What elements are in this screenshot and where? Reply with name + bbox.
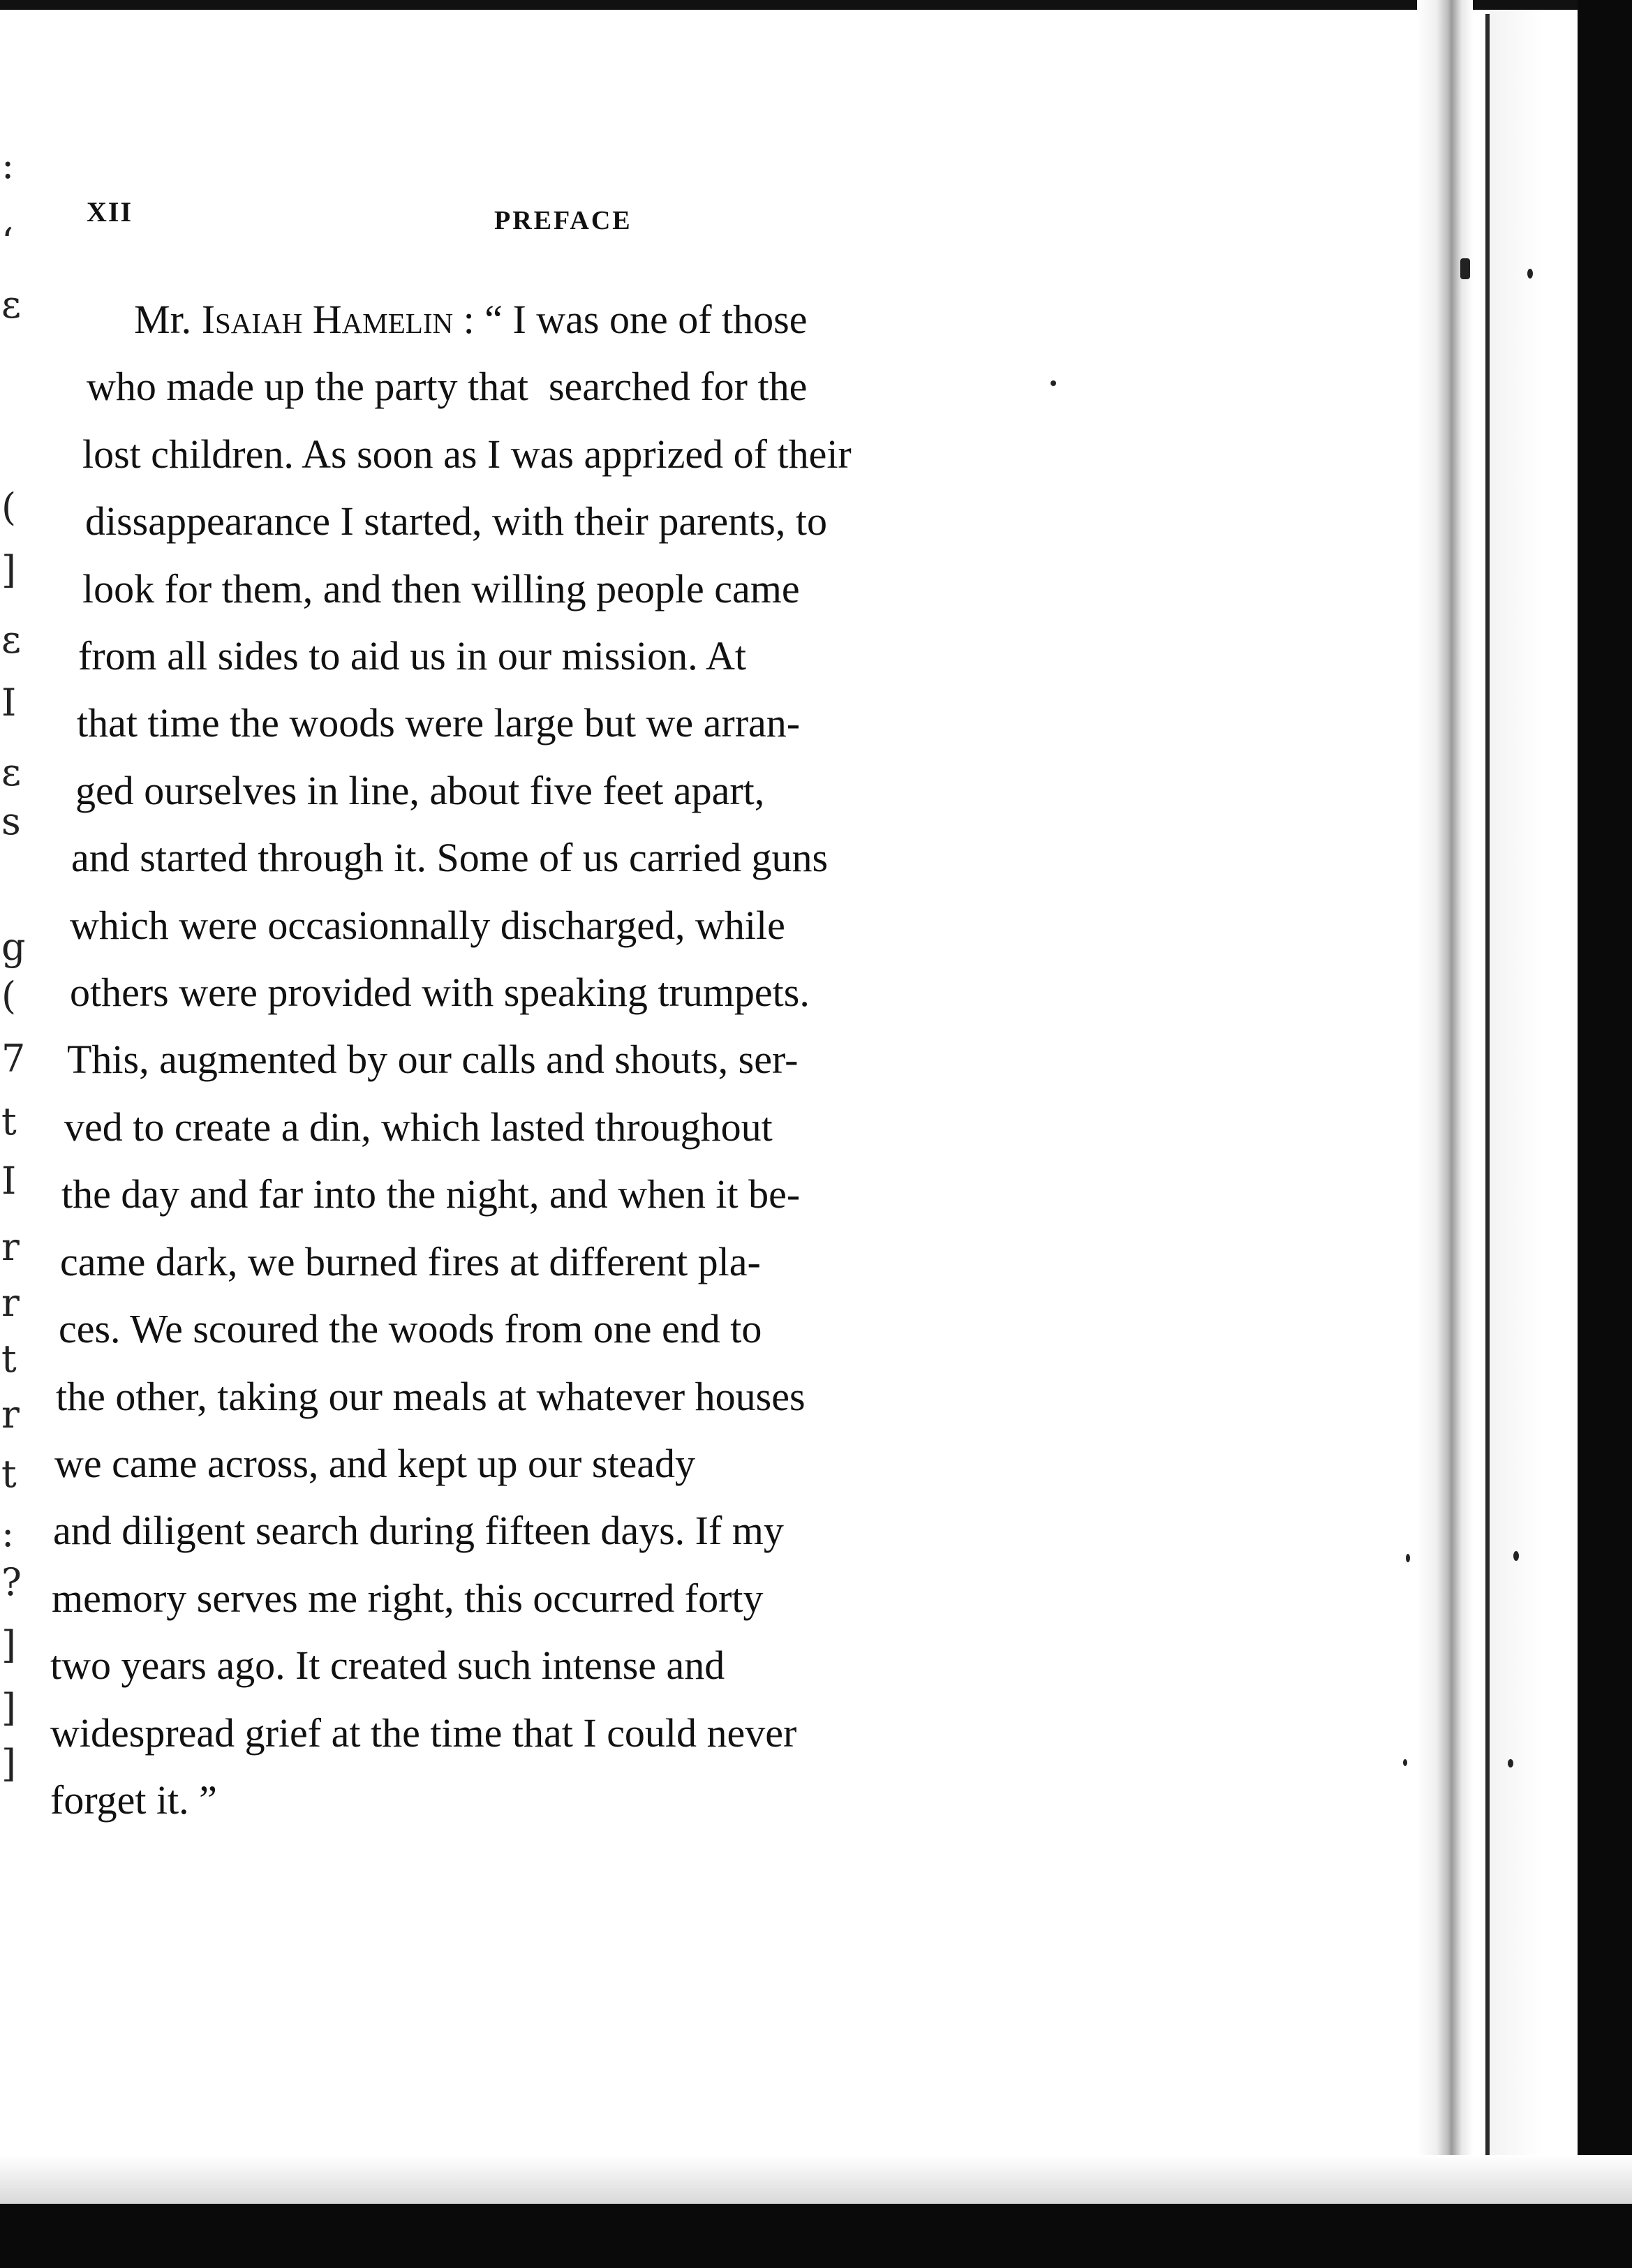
- text-line: the other, taking our meals at whatever houses: [56, 1373, 806, 1419]
- facing-page-fragment: t: [1, 1099, 17, 1143]
- text-line: that time the woods were large but we arran-: [77, 700, 801, 746]
- facing-page-fragment: ]: [1, 1623, 17, 1667]
- text-line: and diligent search during fifteen days. If my: [53, 1508, 784, 1554]
- text-line: look for them, and then willing people came: [82, 565, 800, 612]
- facing-page-fragment: I: [1, 1159, 17, 1203]
- facing-page-fragment: r: [1, 1225, 20, 1269]
- speaker-name: Isaiah Hamelin: [201, 297, 454, 342]
- text-line: two years ago. It created such intense and: [50, 1643, 725, 1689]
- facing-page-fragment: ɛ: [1, 618, 21, 662]
- facing-page-fragment: t: [1, 1452, 17, 1496]
- page-number: XII: [87, 196, 133, 228]
- text-line: [134, 286, 1028, 353]
- text-line: from all sides to aid us in our mission. At: [78, 633, 746, 679]
- facing-page-fragment: t: [1, 1337, 17, 1381]
- ink-speck: [1527, 269, 1533, 279]
- text-line: came dark, we burned fires at different pla-: [60, 1238, 761, 1284]
- facing-page-fragment: g: [1, 925, 26, 969]
- facing-page-fragment: 7: [1, 1037, 26, 1081]
- facing-page-fragment: (: [1, 485, 17, 529]
- text-line: forget it. ”: [50, 1777, 217, 1823]
- facing-page-fragment: ɛ: [1, 283, 21, 327]
- scan-bottom-shadow: [0, 2155, 1632, 2204]
- facing-page-fragment: :: [1, 143, 15, 187]
- text-line: who made up the party that searched for the: [87, 364, 808, 410]
- running-head: [50, 195, 1028, 251]
- facing-page-fragment: :: [1, 1511, 15, 1555]
- scan-bottom-border: [0, 2204, 1632, 2268]
- running-title: PREFACE: [494, 206, 632, 235]
- text-line: widespread grief at the time that I could never: [50, 1710, 797, 1756]
- text-page: [50, 195, 1028, 1834]
- facing-page-fragment: ?: [1, 1560, 22, 1604]
- text-line: dissappearance I started, with their parents, to: [85, 498, 827, 544]
- text-line: and started through it. Some of us carried guns: [71, 835, 829, 881]
- preface-text: [50, 286, 1028, 1834]
- facing-page-fragment: (: [1, 974, 17, 1018]
- text-line: memory serves me right, this occurred forty: [52, 1575, 764, 1621]
- facing-page-fragment: ]: [1, 548, 17, 592]
- facing-page-fragment: ]: [1, 1742, 17, 1786]
- facing-page-fragment: r: [1, 1281, 20, 1325]
- scan-right-border: [1578, 0, 1632, 2268]
- facing-page-fragment: ]: [1, 1686, 17, 1730]
- text-line: the day and far into the night, and when it be-: [61, 1171, 801, 1217]
- facing-page-fragment: r: [1, 1393, 20, 1437]
- text-line: ged ourselves in line, about five feet apart,: [75, 767, 765, 813]
- speaker-suffix: :: [453, 297, 485, 342]
- facing-page-fragment: I: [1, 681, 17, 725]
- ink-speck: [1508, 1759, 1513, 1767]
- quote-opening: “ I was one of those: [484, 297, 808, 342]
- ink-speck: [1513, 1551, 1519, 1561]
- text-line: others were provided with speaking trumpets.: [70, 970, 810, 1016]
- ink-speck: [1406, 1554, 1410, 1562]
- text-line: which were occasionnally discharged, while: [70, 902, 785, 948]
- text-line: ces. We scoured the woods from one end to: [59, 1306, 762, 1352]
- text-line: This, augmented by our calls and shouts, ser-: [67, 1037, 799, 1083]
- ink-speck: [1051, 380, 1056, 386]
- scan-top-border: [0, 0, 1632, 10]
- facing-page-fragment: ɛ: [1, 750, 21, 794]
- facing-page-fragment: ‘: [1, 220, 14, 264]
- book-gutter-shadow: [1417, 0, 1473, 2268]
- text-line: lost children. As soon as I was apprized of their: [82, 431, 852, 477]
- ink-speck: [1460, 258, 1470, 279]
- text-line: ved to create a din, which lasted throughout: [64, 1104, 773, 1150]
- ink-speck: [1403, 1759, 1407, 1766]
- facing-page-fragment: s: [1, 799, 21, 843]
- text-line: we came across, and kept up our steady: [54, 1440, 696, 1486]
- next-page-edge: [1490, 10, 1578, 2204]
- speaker-prefix: Mr.: [134, 297, 202, 342]
